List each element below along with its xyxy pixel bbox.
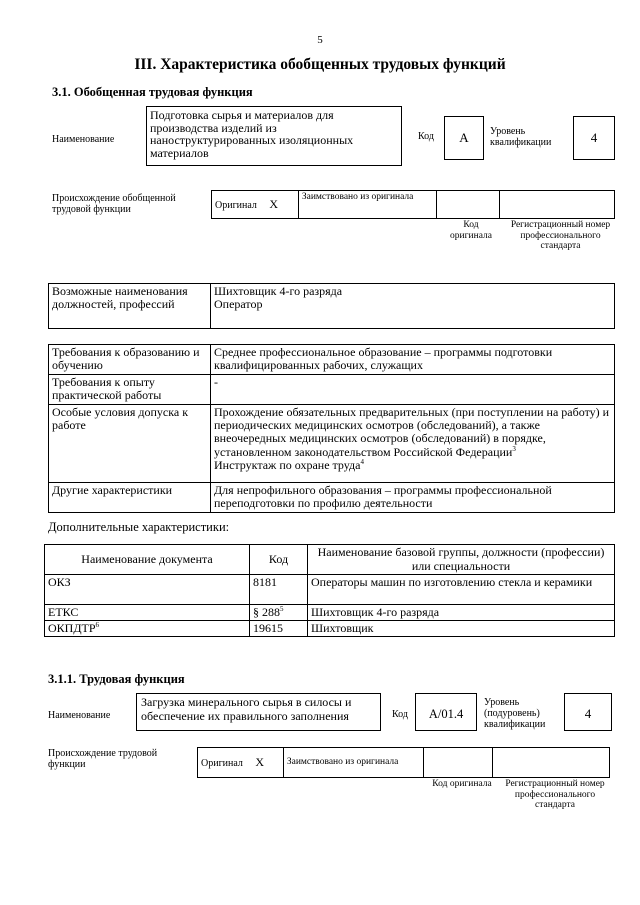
row-name: Шихтовщик 4-го разряда xyxy=(308,605,615,621)
row-name: Операторы машин по изготовлению стекла и керамики xyxy=(308,575,615,605)
gtf-code-value: A xyxy=(459,130,469,145)
gtf-level-value: 4 xyxy=(590,130,598,145)
tf-name-value: Загрузка минерального сырья в силосы и обеспечение их правильного заполнения xyxy=(141,695,352,723)
page-number: 5 xyxy=(317,34,323,46)
positions-label: Возможные наименования должностей, профессий xyxy=(49,284,211,329)
row-doc: ОКПДТР$^6$ xyxy=(45,621,250,637)
tf-origin-table xyxy=(197,747,610,778)
tf-reg-number-cell xyxy=(493,748,610,778)
req-admission-label: Особые условия допуска к работе xyxy=(49,405,211,483)
additional-header-doc: Наименование документа xyxy=(45,545,250,575)
req-admission-value xyxy=(211,405,615,483)
tf-name-label: Наименование xyxy=(48,710,111,721)
gtf-code-label: Код xyxy=(418,131,434,142)
tf-code-orig-label: Код оригинала xyxy=(432,779,492,789)
tf-origin-label: Происхождение трудовой функции xyxy=(48,748,158,771)
req-admission-text: Прохождение обязательных предварительных (при поступлении на работу) и периодических медицинских осмотров (обследований), а также внеочередных медицинских осмотров (обследований) в порядке, установленном законодательством Российской Федерации xyxy=(214,405,610,459)
gtf-origin-label: Происхождение обобщенной трудовой функции xyxy=(52,193,176,216)
additional-table xyxy=(44,544,615,637)
tf-level-label: Уровень (подуровень) квалификации xyxy=(484,697,546,731)
gtf-reg-number-cell xyxy=(500,191,615,219)
gtf-code-orig-cell xyxy=(436,191,500,219)
tf-original-mark: X xyxy=(255,754,265,769)
req-experience-value: - xyxy=(211,375,615,405)
gtf-original-mark: X xyxy=(269,196,279,211)
section-title: III. Характеристика обобщенных трудовых функций xyxy=(134,56,506,73)
tf-original-label: Оригинал xyxy=(201,757,243,769)
gtf-reg-number-label: Регистрационный номер профессионального стандарта xyxy=(510,220,611,252)
gtf-borrowed-label: Заимствовано из оригинала xyxy=(298,191,436,219)
gtf-name-label: Наименование xyxy=(52,134,115,145)
gtf-level-label: Уровень квалификации xyxy=(490,126,552,149)
req-education-value: Среднее профессиональное образование – программы подготовки квалифицированных рабочих, служащих xyxy=(211,345,615,375)
tf-code-orig-cell xyxy=(423,748,493,778)
req-education-label: Требования к образованию и обучению xyxy=(49,345,211,375)
tf-code-label: Код xyxy=(392,709,408,720)
req-experience-label: Требования к опыту практической работы xyxy=(49,375,211,405)
tf-code-value: A/01.4 xyxy=(428,707,464,721)
table-row xyxy=(45,575,615,605)
tf-reg-number-label: Регистрационный номер профессионального стандарта xyxy=(505,779,605,811)
gtf-original-label: Оригинал xyxy=(215,199,257,211)
req-safety-footnote: 4 xyxy=(360,457,364,466)
positions-value: Шихтовщик 4-го разряда Оператор xyxy=(211,284,615,329)
req-other-value: Для непрофильного образования – программы профессиональной переподготовки по профилю деятельности xyxy=(211,483,615,513)
gtf-origin-table xyxy=(211,190,615,219)
req-safety-text: Инструктаж по охране труда xyxy=(214,457,361,472)
row-code: § $288^5$ xyxy=(250,605,308,621)
row-doc: ЕТКС xyxy=(45,605,250,621)
req-other-label: Другие характеристики xyxy=(49,483,211,513)
req-admission-footnote: 3 xyxy=(512,444,516,453)
row-name: Шихтовщик xyxy=(308,621,615,637)
tf-heading: 3.1.1. Трудовая функция xyxy=(48,672,185,686)
table-row xyxy=(45,621,615,637)
row-code: 8181 xyxy=(250,575,308,605)
row-doc: ОКЗ xyxy=(45,575,250,605)
additional-header-code: Код xyxy=(250,545,308,575)
positions-table xyxy=(48,283,615,329)
additional-title: Дополнительные характеристики: xyxy=(48,520,230,534)
gtf-heading: 3.1. Обобщенная трудовая функция xyxy=(52,85,253,99)
row-code: 19615 xyxy=(250,621,308,637)
additional-header-name: Наименование базовой группы, должности (профессии) или специальности xyxy=(308,545,615,575)
tf-borrowed-label: Заимствовано из оригинала xyxy=(283,748,423,778)
gtf-name-value: Подготовка сырья и материалов для производства изделий из наноструктурированных изоляционных материалов xyxy=(150,108,354,160)
tf-level-value: 4 xyxy=(584,706,592,721)
table-row xyxy=(45,605,615,621)
gtf-code-orig-label: Код оригинала xyxy=(450,220,492,241)
requirements-table xyxy=(48,344,615,513)
